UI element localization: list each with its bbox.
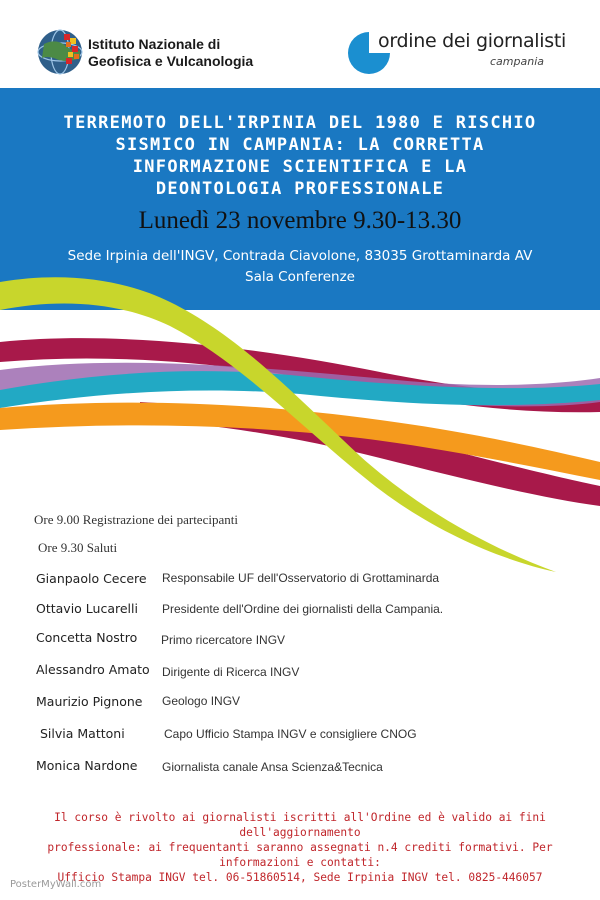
event-title: [20, 112, 580, 200]
speaker-role: Capo Ufficio Stampa INGV e consigliere CNOG: [164, 727, 417, 741]
speaker-name: Silvia Mattoni: [40, 726, 125, 741]
course-info-note: [30, 810, 570, 885]
speaker-role: Primo ricercatore INGV: [161, 633, 286, 647]
logo-header: [0, 0, 600, 88]
ingv-globe-icon: [36, 28, 84, 76]
event-date: Lunedì 23 novembre 9.30-13.30: [138, 207, 462, 234]
speaker-role: Responsabile UF dell'Osservatorio di Grottaminarda: [162, 571, 440, 585]
venue-room: Sala Conferenze: [245, 269, 355, 285]
odg-title: ordine dei giornalisti: [378, 30, 566, 52]
registration-time: Ore 9.00 Registrazione dei partecipanti: [34, 512, 238, 527]
ingv-name-line2: Geofisica e Vulcanologia: [88, 53, 254, 69]
postermywall-watermark: PosterMyWall.com: [10, 879, 102, 890]
speaker-name: Ottavio Lucarelli: [36, 601, 138, 616]
venue-address: Sede Irpinia dell'INGV, Contrada Ciavolone, 83035 Grottaminarda AV: [67, 248, 533, 264]
ingv-name: [88, 36, 253, 70]
greetings-time: Ore 9.30 Saluti: [38, 540, 118, 555]
event-title-line: SISMICO IN CAMPANIA: LA CORRETTA: [115, 135, 485, 155]
speaker-role: Giornalista canale Ansa Scienza&Tecnica: [162, 760, 383, 774]
course-info-line: professionale: ai frequentanti saranno assegnati n.4 crediti formativi. Per informazioni e contatti:: [47, 841, 553, 869]
speaker-name: Concetta Nostro: [36, 630, 138, 645]
course-info-line: Ufficio Stampa INGV tel. 06-51860514, Sede Irpinia INGV tel. 0825-446057: [57, 871, 543, 884]
speaker-role: Dirigente di Ricerca INGV: [162, 665, 300, 679]
speaker-name: Monica Nardone: [36, 758, 138, 773]
event-title-line: DEONTOLOGIA PROFESSIONALE: [155, 179, 445, 199]
event-title-line: TERREMOTO DELL'IRPINIA DEL 1980 E RISCHIO: [63, 113, 537, 133]
course-info-line: Il corso è rivolto ai giornalisti iscritti all'Ordine ed è valido ai fini dell'aggiornamento: [54, 811, 546, 839]
speaker-name: Gianpaolo Cecere: [36, 571, 147, 586]
speaker-role: Geologo INGV: [162, 694, 241, 708]
speaker-name: Alessandro Amato: [36, 662, 150, 677]
decorative-ribbons: [0, 260, 600, 580]
ingv-name-line1: Istituto Nazionale di: [88, 36, 221, 52]
speaker-role: Presidente dell'Ordine dei giornalisti della Campania.: [162, 602, 444, 616]
event-venue: [0, 246, 600, 288]
event-title-line: INFORMAZIONE SCIENTIFICA E LA: [132, 157, 468, 177]
odg-subtitle: campania: [490, 55, 544, 68]
speaker-name: Maurizio Pignone: [36, 694, 143, 709]
